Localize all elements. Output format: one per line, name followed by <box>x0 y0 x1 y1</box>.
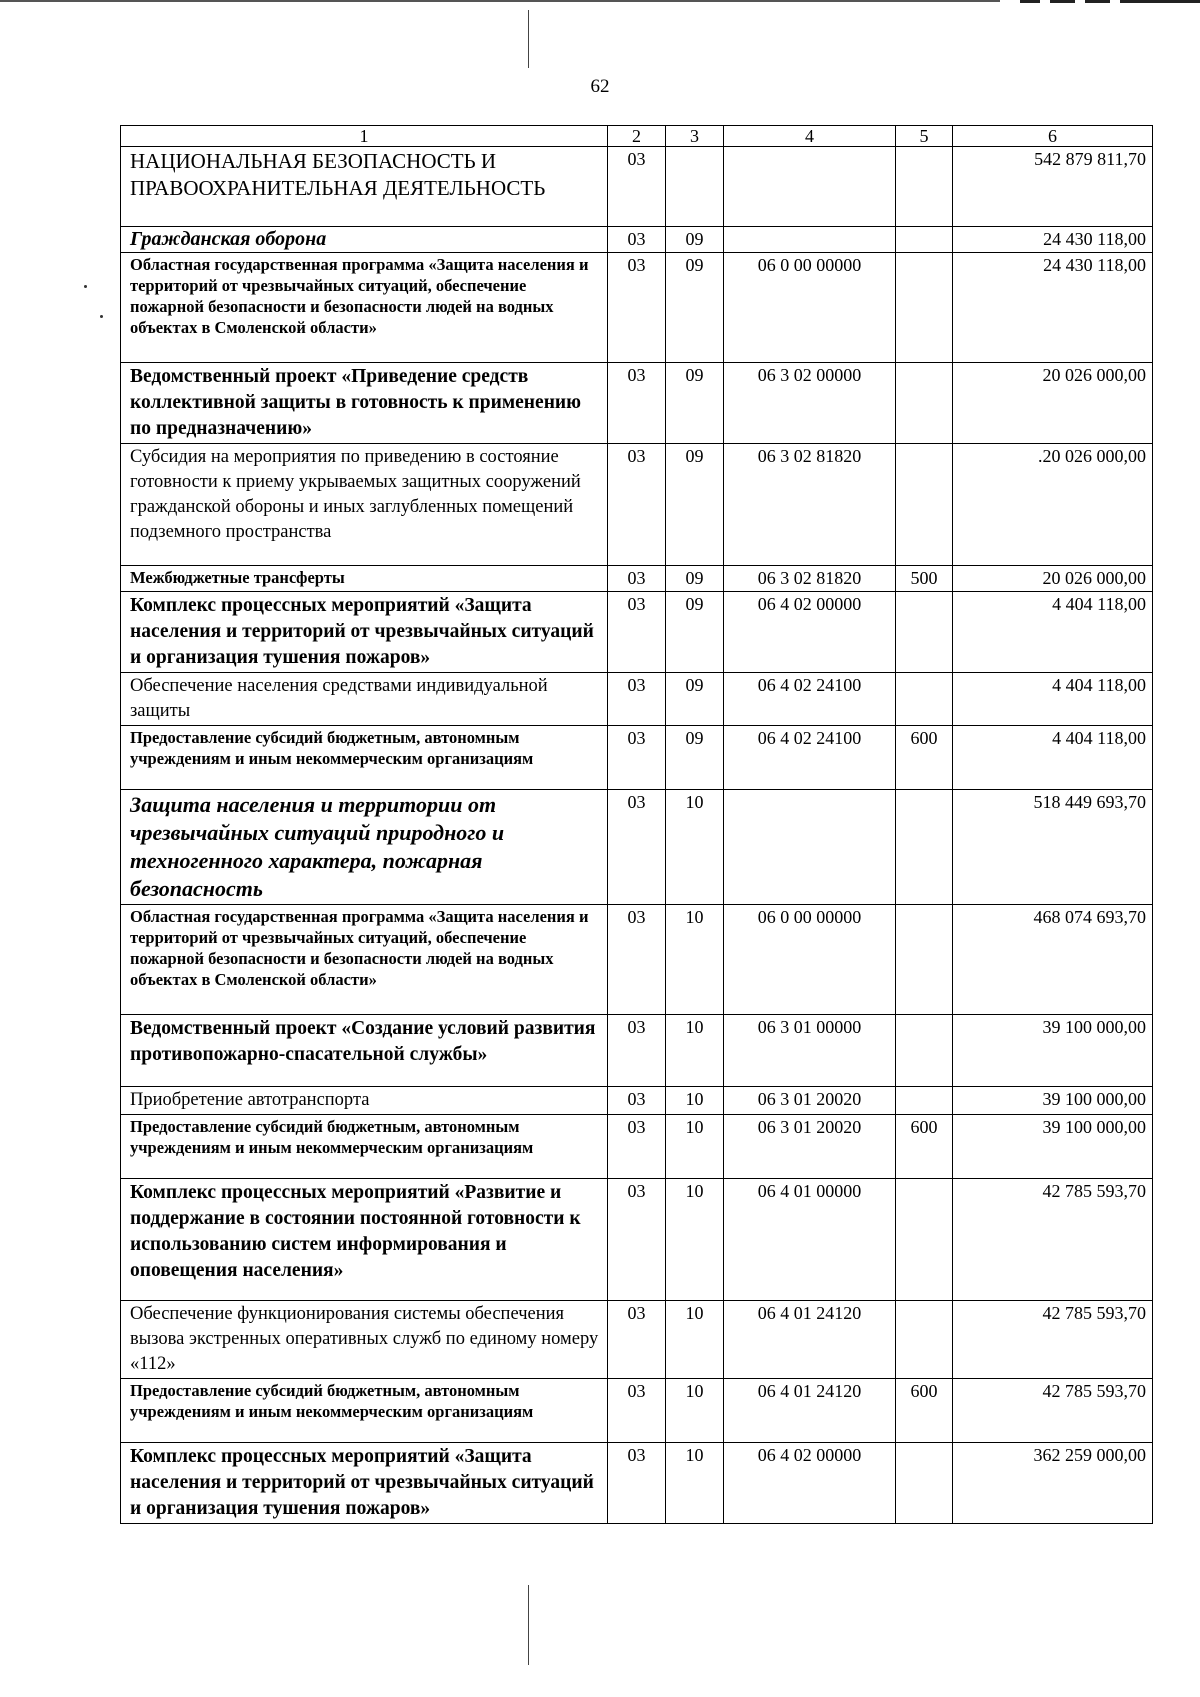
row-name: Защита населения и территории от чрезвычайных ситуаций природного и техногенного характера, пожарная безопасность <box>121 790 608 905</box>
row-subsection: 09 <box>666 673 724 726</box>
row-target-code: 06 4 01 00000 <box>724 1179 896 1301</box>
row-name: НАЦИОНАЛЬНАЯ БЕЗОПАСНОСТЬ И ПРАВООХРАНИТЕЛЬНАЯ ДЕЯТЕЛЬНОСТЬ <box>121 147 608 227</box>
row-amount: 4 404 118,00 <box>953 592 1153 673</box>
row-expense-type <box>896 905 953 1015</box>
row-subsection: 10 <box>666 790 724 905</box>
row-amount: 4 404 118,00 <box>953 673 1153 726</box>
row-name: Ведомственный проект «Создание условий развития противопожарно-спасательной службы» <box>121 1015 608 1087</box>
row-name: Предоставление субсидий бюджетным, автономным учреждениям и иным некоммерческим организациям <box>121 726 608 790</box>
row-amount: 42 785 593,70 <box>953 1301 1153 1379</box>
row-section: 03 <box>608 1179 666 1301</box>
row-subsection: 10 <box>666 1179 724 1301</box>
row-subsection: 10 <box>666 1301 724 1379</box>
table-row <box>121 592 1153 673</box>
row-amount: 20 026 000,00 <box>953 566 1153 592</box>
row-target-code: 06 0 00 00000 <box>724 905 896 1015</box>
table-row <box>121 147 1153 227</box>
column-header: 3 <box>666 126 724 147</box>
row-target-code: 06 3 02 00000 <box>724 363 896 444</box>
column-header: 1 <box>121 126 608 147</box>
row-amount: 39 100 000,00 <box>953 1115 1153 1179</box>
row-section: 03 <box>608 363 666 444</box>
row-amount: .20 026 000,00 <box>953 444 1153 566</box>
table-row <box>121 905 1153 1015</box>
row-name: Субсидия на мероприятия по приведению в состояние готовности к приему укрываемых защитных сооружений гражданской обороны и иных заглубленных помещений подземного пространства <box>121 444 608 566</box>
row-target-code: 06 3 01 20020 <box>724 1087 896 1115</box>
row-name: Ведомственный проект «Приведение средств коллективной защиты в готовность к применению по предназначению» <box>121 363 608 444</box>
row-section: 03 <box>608 147 666 227</box>
row-subsection <box>666 147 724 227</box>
row-section: 03 <box>608 673 666 726</box>
row-name: Гражданская оборона <box>121 227 608 253</box>
table-row <box>121 1443 1153 1524</box>
row-expense-type: 600 <box>896 1115 953 1179</box>
column-header: 6 <box>953 126 1153 147</box>
row-subsection: 09 <box>666 726 724 790</box>
column-header: 5 <box>896 126 953 147</box>
row-expense-type <box>896 227 953 253</box>
row-amount: 24 430 118,00 <box>953 227 1153 253</box>
row-target-code: 06 4 02 24100 <box>724 726 896 790</box>
row-name: Областная государственная программа «Защита населения и территорий от чрезвычайных ситуаций, обеспечение пожарной безопасности и безопасности людей на водных объектах в Смоленской области» <box>121 905 608 1015</box>
row-amount: 4 404 118,00 <box>953 726 1153 790</box>
row-section: 03 <box>608 1301 666 1379</box>
row-subsection: 10 <box>666 905 724 1015</box>
page-number: 62 <box>590 76 610 97</box>
row-subsection: 09 <box>666 253 724 363</box>
row-expense-type: 600 <box>896 726 953 790</box>
row-expense-type <box>896 790 953 905</box>
row-section: 03 <box>608 1087 666 1115</box>
table-row <box>121 363 1153 444</box>
scan-artifact-dot <box>100 315 103 318</box>
table-row <box>121 566 1153 592</box>
table-row <box>121 227 1153 253</box>
row-amount: 542 879 811,70 <box>953 147 1153 227</box>
table-row <box>121 1301 1153 1379</box>
row-expense-type <box>896 444 953 566</box>
row-expense-type <box>896 1301 953 1379</box>
row-subsection: 10 <box>666 1379 724 1443</box>
row-expense-type: 600 <box>896 1379 953 1443</box>
row-expense-type <box>896 253 953 363</box>
row-section: 03 <box>608 1015 666 1087</box>
row-target-code: 06 4 02 00000 <box>724 592 896 673</box>
row-name: Обеспечение функционирования системы обеспечения вызова экстренных оперативных служб по единому номеру «112» <box>121 1301 608 1379</box>
row-expense-type <box>896 363 953 444</box>
row-section: 03 <box>608 726 666 790</box>
row-amount: 468 074 693,70 <box>953 905 1153 1015</box>
table-row <box>121 673 1153 726</box>
row-subsection: 10 <box>666 1015 724 1087</box>
row-expense-type <box>896 1179 953 1301</box>
row-section: 03 <box>608 444 666 566</box>
row-subsection: 09 <box>666 566 724 592</box>
row-subsection: 09 <box>666 227 724 253</box>
table-row <box>121 726 1153 790</box>
row-name: Предоставление субсидий бюджетным, автономным учреждениям и иным некоммерческим организациям <box>121 1115 608 1179</box>
row-target-code: 06 4 01 24120 <box>724 1301 896 1379</box>
scan-artifact-line <box>528 10 529 68</box>
table-row <box>121 1087 1153 1115</box>
table-row <box>121 1379 1153 1443</box>
row-target-code <box>724 227 896 253</box>
row-subsection: 09 <box>666 363 724 444</box>
row-target-code: 06 4 01 24120 <box>724 1379 896 1443</box>
row-subsection: 10 <box>666 1087 724 1115</box>
row-amount: 39 100 000,00 <box>953 1087 1153 1115</box>
row-section: 03 <box>608 1443 666 1524</box>
row-name: Предоставление субсидий бюджетным, автономным учреждениям и иным некоммерческим организациям <box>121 1379 608 1443</box>
table-row <box>121 1179 1153 1301</box>
column-header: 4 <box>724 126 896 147</box>
row-expense-type <box>896 1443 953 1524</box>
row-subsection: 09 <box>666 444 724 566</box>
row-amount: 24 430 118,00 <box>953 253 1153 363</box>
table-header-row <box>121 126 1153 147</box>
row-section: 03 <box>608 253 666 363</box>
row-amount: 518 449 693,70 <box>953 790 1153 905</box>
row-expense-type <box>896 1087 953 1115</box>
row-amount: 20 026 000,00 <box>953 363 1153 444</box>
row-expense-type <box>896 1015 953 1087</box>
row-target-code: 06 3 01 20020 <box>724 1115 896 1179</box>
row-name: Областная государственная программа «Защита населения и территорий от чрезвычайных ситуаций, обеспечение пожарной безопасности и безопасности людей на водных объектах в Смоленской области» <box>121 253 608 363</box>
scan-artifact-dot <box>84 285 87 288</box>
row-target-code: 06 3 02 81820 <box>724 444 896 566</box>
table-row <box>121 1015 1153 1087</box>
row-section: 03 <box>608 566 666 592</box>
row-amount: 42 785 593,70 <box>953 1179 1153 1301</box>
row-expense-type <box>896 673 953 726</box>
row-target-code: 06 3 02 81820 <box>724 566 896 592</box>
row-name: Комплекс процессных мероприятий «Защита населения и территорий от чрезвычайных ситуаций и организация тушения пожаров» <box>121 1443 608 1524</box>
row-name: Приобретение автотранспорта <box>121 1087 608 1115</box>
row-section: 03 <box>608 592 666 673</box>
scan-artifact-line <box>528 1585 529 1665</box>
row-subsection: 10 <box>666 1115 724 1179</box>
budget-table <box>120 125 1153 1524</box>
row-name: Комплекс процессных мероприятий «Защита населения и территорий от чрезвычайных ситуаций и организация тушения пожаров» <box>121 592 608 673</box>
row-section: 03 <box>608 1115 666 1179</box>
row-expense-type <box>896 147 953 227</box>
row-section: 03 <box>608 227 666 253</box>
row-expense-type <box>896 592 953 673</box>
table-row <box>121 790 1153 905</box>
row-target-code: 06 0 00 00000 <box>724 253 896 363</box>
row-target-code: 06 4 02 00000 <box>724 1443 896 1524</box>
row-expense-type: 500 <box>896 566 953 592</box>
row-amount: 39 100 000,00 <box>953 1015 1153 1087</box>
row-target-code <box>724 147 896 227</box>
row-target-code: 06 4 02 24100 <box>724 673 896 726</box>
row-section: 03 <box>608 1379 666 1443</box>
row-amount: 362 259 000,00 <box>953 1443 1153 1524</box>
table-row <box>121 444 1153 566</box>
row-target-code <box>724 790 896 905</box>
row-section: 03 <box>608 790 666 905</box>
row-section: 03 <box>608 905 666 1015</box>
row-subsection: 09 <box>666 592 724 673</box>
row-name: Межбюджетные трансферты <box>121 566 608 592</box>
scan-artifact-top <box>0 0 1200 4</box>
column-header: 2 <box>608 126 666 147</box>
table-row <box>121 1115 1153 1179</box>
row-target-code: 06 3 01 00000 <box>724 1015 896 1087</box>
row-amount: 42 785 593,70 <box>953 1379 1153 1443</box>
table-row <box>121 253 1153 363</box>
row-name: Комплекс процессных мероприятий «Развитие и поддержание в состоянии постоянной готовности к использованию систем информирования и оповещения населения» <box>121 1179 608 1301</box>
row-name: Обеспечение населения средствами индивидуальной защиты <box>121 673 608 726</box>
row-subsection: 10 <box>666 1443 724 1524</box>
